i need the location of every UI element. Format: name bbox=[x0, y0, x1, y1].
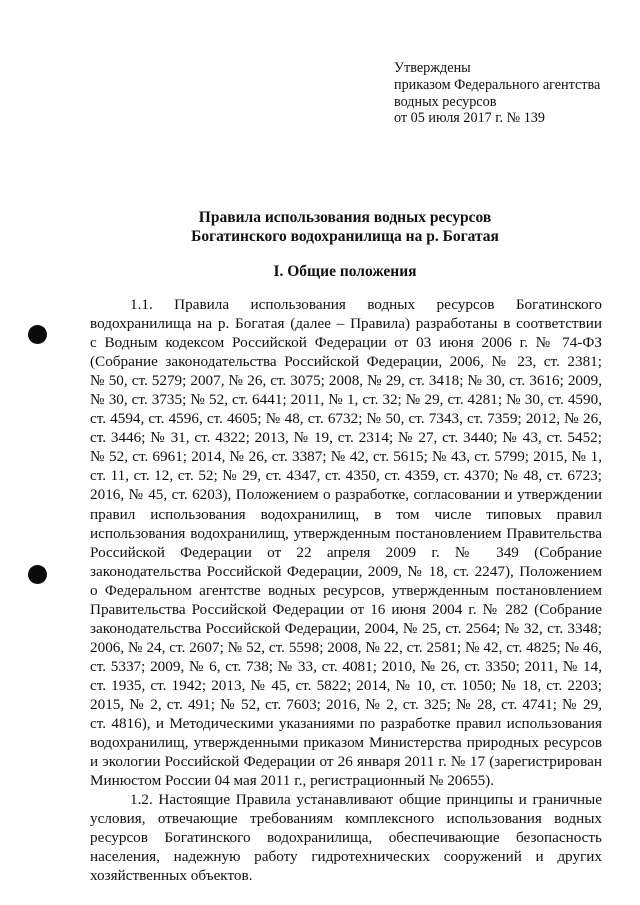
title-line: Богатинского водохранилища на р. Богатая bbox=[191, 228, 499, 245]
text-line: населения, надежную работу гидротехнических сооружений и других bbox=[90, 848, 602, 866]
text-line: условия, отвечающие требованиям комплексного использования водных bbox=[90, 810, 602, 828]
approval-line: приказом Федерального агентства bbox=[394, 76, 601, 93]
text-line: использования водохранилищ, утвержденным постановлением Правительства bbox=[90, 524, 602, 542]
text-line: 2006, № 24, ст. 2607; № 52, ст. 5598; 2008, № 22, ст. 2581; № 42, ст. 4825; № 46, bbox=[90, 638, 602, 656]
approval-stamp bbox=[394, 60, 600, 127]
text-line: № 52, ст. 6961; 2014, № 26, ст. 3387; № 42, ст. 5615; № 43, ст. 5799; 2015, № 1, bbox=[90, 448, 602, 466]
text-line: Российской Федерации от 22 апреля 2009 г. № 349 (Собрание bbox=[90, 543, 602, 561]
section-heading: I. Общие положения bbox=[273, 263, 417, 280]
text-line: ст. 11, ст. 12, ст. 52; № 29, ст. 4347, ст. 4350, ст. 4359, ст. 4370; № 48, ст. 6723; bbox=[90, 467, 602, 485]
text-line: ст. 5337; 2009, № 6, ст. 738; № 33, ст. 4081; 2010, № 26, ст. 3350; 2011, № 14, bbox=[90, 657, 602, 675]
text-line: (Собрание законодательства Российской Федерации, 2006, № 23, ст. 2381; bbox=[90, 353, 602, 371]
text-line: законодательства Российской Федерации, 2009, № 18, ст. 2247), Положением bbox=[90, 562, 602, 580]
document-body bbox=[90, 295, 602, 885]
approval-line: водных ресурсов bbox=[394, 93, 497, 110]
text-line: ст. 3446; № 31, ст. 4322; 2013, № 19, ст. 2314; № 27, ст. 3440; № 43, ст. 5452; bbox=[90, 429, 602, 447]
text-line: законодательства Российской Федерации, 2004, № 25, ст. 2564; № 32, ст. 3348; bbox=[90, 619, 602, 637]
text-line: правил использования водохранилищ, в том числе типовых правил bbox=[90, 505, 602, 523]
text-line: Правительства Российской Федерации от 16 июня 2004 г. № 282 (Собрание bbox=[90, 600, 602, 618]
punch-hole-bottom bbox=[28, 565, 47, 584]
approval-line: Утверждены bbox=[394, 60, 471, 76]
text-line: водохранилищ, утвержденными приказом Министерства природных ресурсов bbox=[90, 734, 602, 752]
text-line: 2015, № 2, ст. 491; № 52, ст. 7603; 2016, № 2, ст. 325; № 28, ст. 4741; № 29, bbox=[90, 695, 602, 713]
text-line: и экологии Российской Федерации от 26 января 2011 г. № 17 (зарегистрирован bbox=[90, 753, 602, 771]
text-line: с Водным кодексом Российской Федерации от 03 июня 2006 г. № 74-ФЗ bbox=[90, 334, 602, 352]
paragraph-1 bbox=[90, 295, 602, 790]
text-line: ст. 4594, ст. 4596, ст. 4605; № 48, ст. 6732; № 50, ст. 7343, ст. 7359; 2012, № 26, bbox=[90, 410, 602, 428]
punch-hole-top bbox=[28, 325, 47, 344]
text-line: 1.1. Правила использования водных ресурсов Богатинского bbox=[130, 296, 602, 313]
paragraph-2 bbox=[90, 790, 602, 885]
text-line: № 50, ст. 5279; 2007, № 26, ст. 3075; 2008, № 29, ст. 3418; № 30, ст. 3616; 2009, bbox=[90, 372, 602, 390]
title-line: Правила использования водных ресурсов bbox=[198, 209, 492, 226]
document-title bbox=[90, 208, 600, 246]
text-line: хозяйственных объектов. bbox=[90, 867, 253, 885]
text-line: ресурсов Богатинского водохранилища, обеспечивающие безопасность bbox=[90, 829, 602, 847]
text-line: № 30, ст. 3735; № 52, ст. 6441; 2011, № 1, ст. 32; № 29, ст. 4281; № 30, ст. 4590, bbox=[90, 391, 602, 409]
text-line: о Федеральном агентстве водных ресурсов, утвержденным постановлением bbox=[90, 581, 602, 599]
text-line: водохранилища на р. Богатая (далее – Правила) разработаны в соответствии bbox=[90, 315, 602, 333]
text-line: 2016, № 45, ст. 6203), Положением о разработке, согласовании и утверждении bbox=[90, 486, 602, 504]
text-line: ст. 4816), и Методическими указаниями по разработке правил использования bbox=[90, 715, 602, 733]
text-line: ст. 1935, ст. 1942; 2013, № 45, ст. 5822; 2014, № 10, ст. 1050; № 18, ст. 2203; bbox=[90, 676, 602, 694]
text-line: 1.2. Настоящие Правила устанавливают общие принципы и граничные bbox=[130, 791, 602, 809]
text-line: Минюстом России 04 мая 2011 г., регистрационный № 20655). bbox=[90, 772, 495, 790]
approval-line: от 05 июля 2017 г. № 139 bbox=[394, 110, 545, 127]
